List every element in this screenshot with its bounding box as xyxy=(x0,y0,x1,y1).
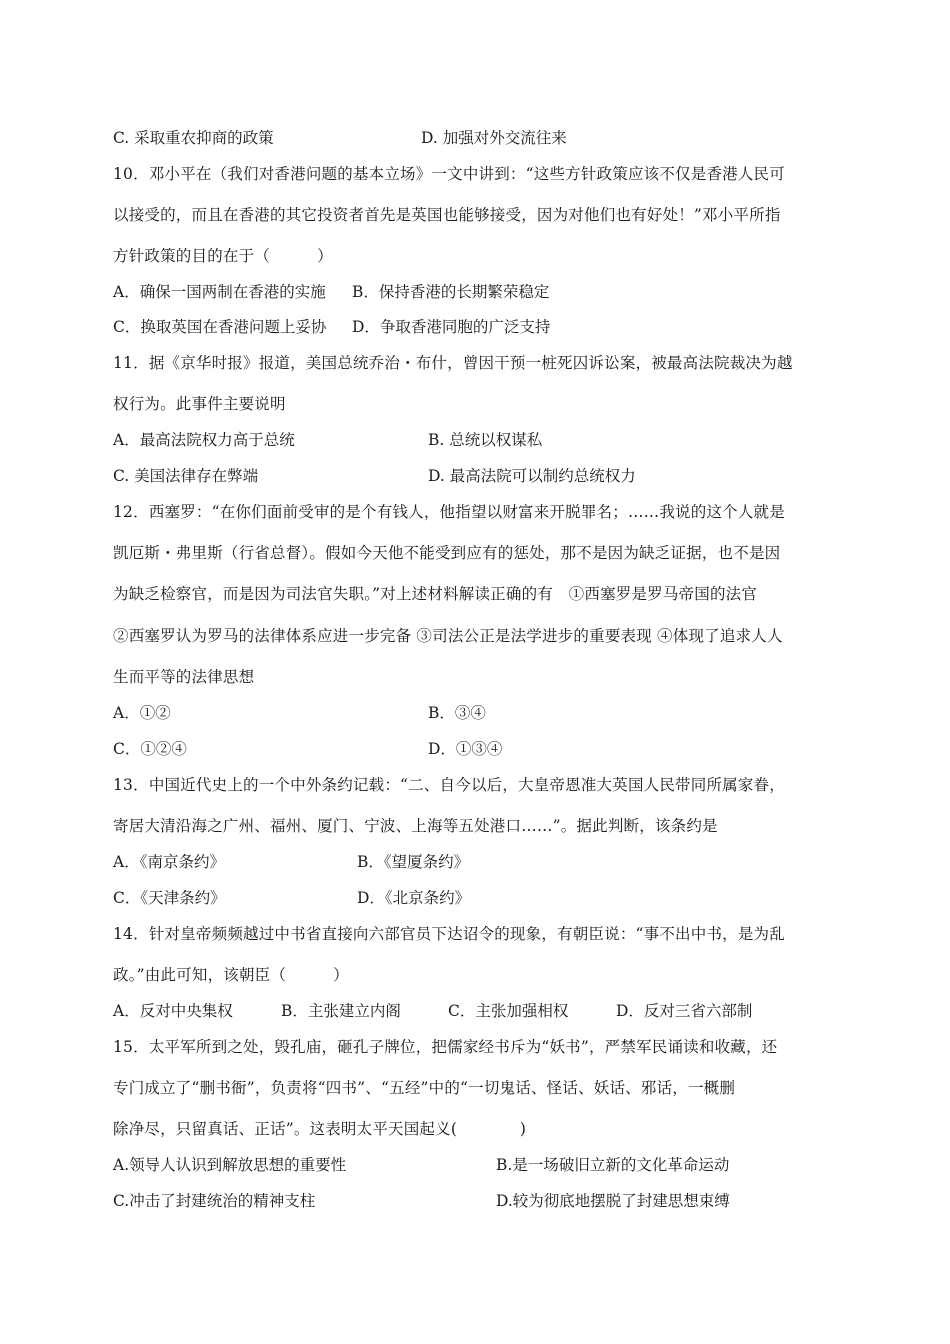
q14-option-b: B．主张建立内阁 xyxy=(281,1002,401,1020)
q9-option-d: D. 加强对外交流往来 xyxy=(421,129,567,147)
q10-stem-line-2: 以接受的，而且在香港的其它投资者首先是英国也能够接受，因为对他们也有好处！”邓小平所指 xyxy=(113,206,781,224)
q10-option-c: C．换取英国在香港问题上妥协 xyxy=(113,318,327,336)
q12-stem-line-1: 12．西塞罗：“在你们面前受审的是个有钱人，他指望以财富来开脱罪名；……我说的这个人就是 xyxy=(113,503,785,521)
q13-option-b: B．《望厦条约》 xyxy=(357,853,470,871)
q12-option-c: C．①②④ xyxy=(113,740,187,758)
q13-option-a: A．《南京条约》 xyxy=(113,853,225,871)
q9-option-c: C. 采取重农抑商的政策 xyxy=(113,129,274,147)
q12-stem-line-5: 生而平等的法律思想 xyxy=(113,668,255,686)
q14-stem-line-2: 政。”由此可知，该朝臣（ ） xyxy=(113,966,349,984)
q14-option-c: C．主张加强相权 xyxy=(448,1002,569,1020)
q12-option-a: A．①② xyxy=(113,704,171,722)
q11-option-b: B. 总统以权谋私 xyxy=(428,431,543,449)
q12-stem-line-4: ②西塞罗认为罗马的法律体系应进一步完备 ③司法公正是法学进步的重要表现 ④体现了追求人人 xyxy=(113,627,783,645)
q14-option-a: A．反对中央集权 xyxy=(113,1002,233,1020)
q14-stem-line-1: 14．针对皇帝频频越过中书省直接向六部官员下达诏令的现象，有朝臣说：“事不出中书，是为乱 xyxy=(113,925,785,943)
q10-stem-line-1: 10．邓小平在（我们对香港问题的基本立场》一文中讲到：“这些方针政策应该不仅是香港人民可 xyxy=(113,165,785,183)
q15-option-d: D.较为彻底地摆脱了封建思想束缚 xyxy=(496,1192,730,1210)
q13-option-c: C．《天津条约》 xyxy=(113,889,226,907)
q11-option-a: A．最高法院权力高于总统 xyxy=(113,431,295,449)
q11-option-c: C. 美国法律存在弊端 xyxy=(113,467,259,485)
q11-stem-line-1: 11．据《京华时报》报道，美国总统乔治・布什，曾因干预一桩死囚诉讼案，被最高法院裁决为越 xyxy=(113,354,793,372)
q12-option-d: D．①③④ xyxy=(428,740,503,758)
q10-option-a: A．确保一国两制在香港的实施 xyxy=(113,283,326,301)
q13-stem-line-1: 13．中国近代史上的一个中外条约记载：“二、自今以后，大皇帝恩准大英国人民带同所属家眷， xyxy=(113,776,785,794)
q15-stem-line-3: 除净尽，只留真话、正话”。这表明太平天国起义( ) xyxy=(113,1120,527,1138)
q15-option-a: A.领导人认识到解放思想的重要性 xyxy=(113,1156,347,1174)
q15-option-b: B.是一场破旧立新的文化革命运动 xyxy=(496,1156,730,1174)
q13-stem-line-2: 寄居大清沿海之广州、福州、厦门、宁波、上海等五处港口……”。据此判断，该条约是 xyxy=(113,817,718,835)
q12-option-b: B．③④ xyxy=(428,704,486,722)
q15-option-c: C.冲击了封建统治的精神支柱 xyxy=(113,1192,316,1210)
q13-option-d: D．《北京条约》 xyxy=(357,889,471,907)
q10-option-d: D．争取香港同胞的广泛支持 xyxy=(352,318,551,336)
q10-option-b: B．保持香港的长期繁荣稳定 xyxy=(352,283,550,301)
q11-stem-line-2: 权行为。此事件主要说明 xyxy=(113,395,286,413)
q11-option-d: D. 最高法院可以制约总统权力 xyxy=(428,467,636,485)
q14-option-d: D．反对三省六部制 xyxy=(616,1002,753,1020)
q15-stem-line-2: 专门成立了“删书衙”，负责将“四书”、“五经”中的“一切鬼话、怪话、妖话、邪话，一概删 xyxy=(113,1079,736,1097)
q15-stem-line-1: 15．太平军所到之处，毁孔庙，砸孔子牌位，把儒家经书斥为“妖书”，严禁军民诵读和收藏，还 xyxy=(113,1038,778,1056)
q10-stem-line-3: 方针政策的目的在于（ ） xyxy=(113,247,333,265)
q12-stem-line-2: 凯厄斯・弗里斯（行省总督）。假如今天他不能受到应有的惩处，那不是因为缺乏证据，也不是因 xyxy=(113,544,781,562)
q12-stem-line-3: 为缺乏检察官，而是因为司法官失职。”对上述材料解读正确的有 ①西塞罗是罗马帝国的法官 xyxy=(113,585,758,603)
